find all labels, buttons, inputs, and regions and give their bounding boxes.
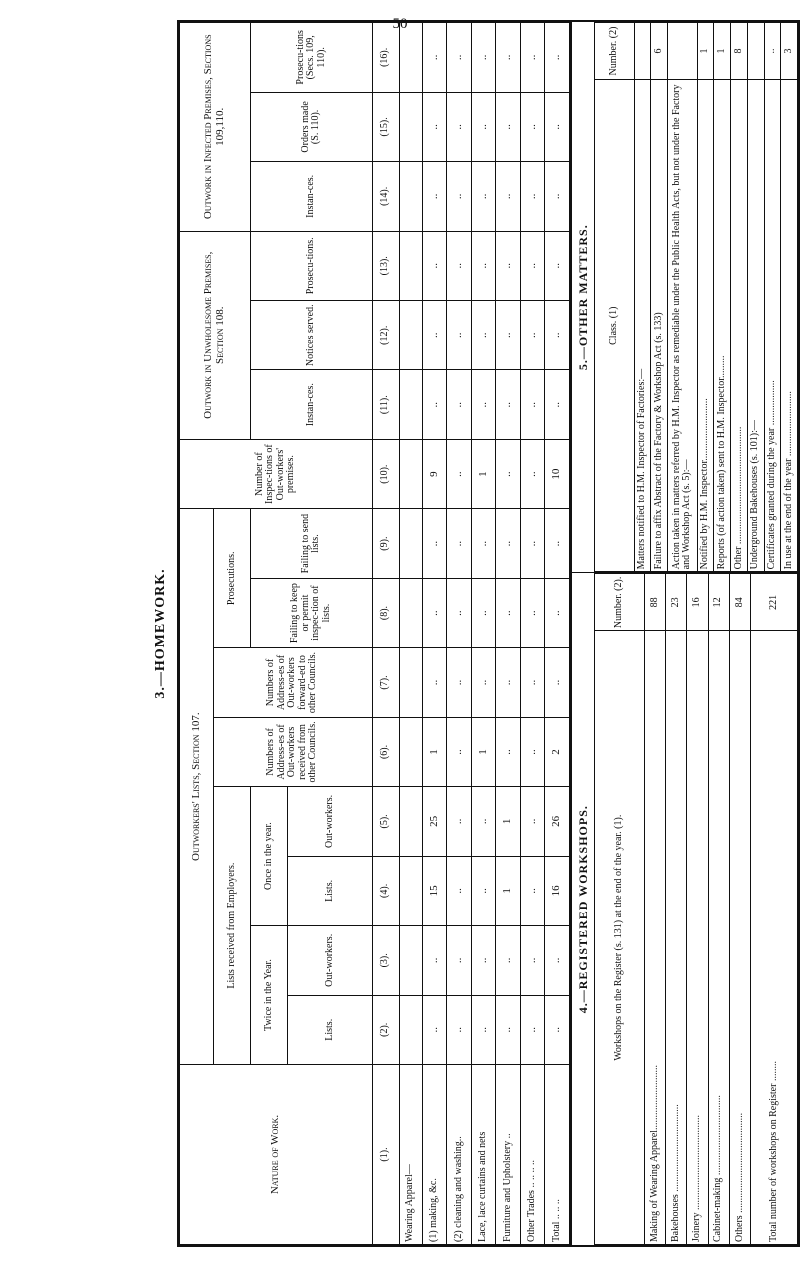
table-cell: [399, 162, 422, 231]
matter-value: 1: [697, 23, 714, 80]
header-addresses-forwarded: Numbers of Address-es of Out-workers forward-ed to other Councils.: [213, 648, 372, 717]
registered-workshops-title: 4.—REGISTERED WORKSHOPS.: [576, 805, 590, 1014]
header-lists-2: Lists.: [288, 995, 372, 1064]
workshop-value: 84: [729, 574, 750, 631]
col-number: (14).: [372, 162, 399, 231]
workshop-value: 23: [666, 574, 687, 631]
table-cell: [399, 439, 422, 508]
header-unwholesome: Outwork in Unwholesome Premises, Section 108.: [180, 231, 251, 439]
table-cell: ..: [496, 92, 521, 161]
table-cell: ..: [471, 578, 496, 647]
table-cell: [399, 370, 422, 439]
list-item: [634, 23, 651, 572]
table-cell: ..: [471, 231, 496, 300]
table-cell: ..: [447, 787, 472, 856]
table-cell: 1: [496, 856, 521, 925]
table-cell: [399, 926, 422, 995]
list-item: [668, 23, 698, 572]
table-cell: ..: [545, 995, 570, 1064]
list-item: [731, 23, 748, 572]
table-cell: ..: [471, 856, 496, 925]
col-number: (2).: [372, 995, 399, 1064]
workshop-label: Bakehouses ...................................: [666, 631, 687, 1245]
table-cell: ..: [496, 995, 521, 1064]
table-cell: [399, 509, 422, 578]
table-cell: ..: [520, 926, 545, 995]
nature-of-work: Lace, lace curtains and nets: [471, 1065, 496, 1245]
table-row: [520, 23, 545, 1245]
table-cell: ..: [520, 787, 545, 856]
list-item: [697, 23, 714, 572]
column-number-row: [372, 23, 399, 1245]
table-cell: ..: [520, 162, 545, 231]
matter-label: Reports (of action taken) sent to H.M. Inspector.........: [714, 80, 731, 572]
section-title: 3.—HOMEWORK.: [153, 568, 168, 699]
table-row: [545, 23, 570, 1245]
other-matters: [572, 22, 798, 572]
table-cell: ..: [422, 926, 447, 995]
table-cell: ..: [447, 162, 472, 231]
header-outworkers-5: Out-workers.: [288, 787, 372, 856]
table-cell: ..: [496, 926, 521, 995]
matter-value: [668, 23, 698, 80]
table-cell: 25: [422, 787, 447, 856]
table-cell: [399, 717, 422, 786]
table-cell: ..: [545, 23, 570, 93]
table-cell: 16: [545, 856, 570, 925]
table-cell: ..: [471, 926, 496, 995]
table-cell: 1: [422, 717, 447, 786]
matter-label: Matters notified to H.M. Inspector of Factories:—: [634, 80, 651, 572]
table-cell: ..: [545, 926, 570, 995]
workshop-label: Joinery ......................................: [687, 631, 708, 1245]
matters-col2-header: Number. (2): [595, 23, 635, 80]
header-outworkers-lists: Outworkers' Lists, Section 107.: [180, 509, 214, 1065]
table-cell: ..: [471, 787, 496, 856]
table-cell: [399, 92, 422, 161]
header-inspections: Number of Inspec-tions of Out-workers' premises.: [180, 439, 373, 508]
header-addresses-received: Numbers of Address-es of Out-workers received from other Councils.: [213, 717, 372, 786]
table-cell: 1: [471, 717, 496, 786]
table-cell: ..: [447, 301, 472, 370]
workshop-rows: [645, 574, 751, 1245]
table-cell: ..: [471, 995, 496, 1064]
matter-value: [634, 23, 651, 80]
workshop-value: 88: [645, 574, 666, 631]
table-cell: ..: [545, 301, 570, 370]
table-cell: ..: [422, 648, 447, 717]
table-cell: ..: [496, 370, 521, 439]
list-item: [708, 574, 729, 1245]
table-cell: ..: [471, 648, 496, 717]
bottom-section: [572, 20, 800, 1247]
col-number: (3).: [372, 926, 399, 995]
table-row: [447, 23, 472, 1245]
table-row: [471, 23, 496, 1245]
table-row: [496, 23, 521, 1245]
list-item: [687, 574, 708, 1245]
data-rows: [399, 23, 569, 1245]
workshops-col2-header: Number. (2).: [595, 574, 645, 631]
table-cell: ..: [545, 92, 570, 161]
table-cell: ..: [471, 370, 496, 439]
col-number: (4).: [372, 856, 399, 925]
table-cell: ..: [520, 509, 545, 578]
header-outworkers-3: Out-workers.: [288, 926, 372, 995]
table-cell: ..: [496, 162, 521, 231]
table-cell: [399, 856, 422, 925]
table-cell: ..: [447, 717, 472, 786]
table-cell: ..: [520, 856, 545, 925]
table-cell: ..: [496, 301, 521, 370]
header-prosecutions-16: Prosecu-tions (Secs. 109, 110).: [250, 23, 372, 93]
header-failing-send: Failing to send lists.: [250, 509, 372, 578]
table-cell: ..: [422, 162, 447, 231]
header-instances-14: Instan-ces.: [250, 162, 372, 231]
table-cell: ..: [520, 370, 545, 439]
matter-value: 6: [651, 23, 668, 80]
table-cell: ..: [545, 162, 570, 231]
nature-of-work: Wearing Apparel—: [399, 1065, 422, 1245]
table-cell: ..: [447, 231, 472, 300]
list-item: [729, 574, 750, 1245]
matter-value: 1: [714, 23, 731, 80]
list-item: [651, 23, 668, 572]
table-cell: 26: [545, 787, 570, 856]
table-cell: ..: [545, 578, 570, 647]
col-number: (5).: [372, 787, 399, 856]
col-number: (7).: [372, 648, 399, 717]
header-infected: Outwork in Infected Premises, Sections 109,110.: [180, 23, 251, 232]
matter-label: In use at the end of the year ..........................: [781, 80, 798, 572]
header-notices-12: Notices served.: [250, 301, 372, 370]
table-cell: ..: [520, 92, 545, 161]
matter-label: Failure to affix Abstract of the Factory & Workshop Act (s. 133): [651, 80, 668, 572]
header-once: Once in the year.: [250, 787, 287, 926]
col-number: (10).: [372, 439, 399, 508]
table-cell: ..: [422, 509, 447, 578]
workshop-value: 16: [687, 574, 708, 631]
table-cell: ..: [545, 370, 570, 439]
matter-label: Underground Bakehouses (s. 101):—: [747, 80, 764, 572]
table-cell: 1: [496, 787, 521, 856]
homework-table: [179, 22, 570, 1245]
table-cell: [399, 578, 422, 647]
col-number: (13).: [372, 231, 399, 300]
workshop-value: 12: [708, 574, 729, 631]
table-cell: ..: [422, 23, 447, 93]
table-cell: ..: [520, 439, 545, 508]
col-number: (6).: [372, 717, 399, 786]
table-cell: ..: [422, 231, 447, 300]
table-cell: ..: [471, 509, 496, 578]
table-cell: ..: [447, 509, 472, 578]
table-cell: 1: [471, 439, 496, 508]
table-cell: ..: [520, 648, 545, 717]
header-instances-11: Instan-ces.: [250, 370, 372, 439]
col-number: (1).: [372, 1065, 399, 1245]
nature-of-work: Total .. .. ..: [545, 1065, 570, 1245]
table-cell: ..: [447, 92, 472, 161]
workshop-label: Making of Wearing Apparel..........................: [645, 631, 666, 1245]
table-cell: [399, 23, 422, 93]
table-cell: ..: [520, 717, 545, 786]
table-cell: [399, 995, 422, 1064]
matter-label: Certificates granted during the year ..................: [764, 80, 781, 572]
table-cell: ..: [545, 648, 570, 717]
matter-label: Notified by H.M. Inspector.........................: [697, 80, 714, 572]
col-number: (12).: [372, 301, 399, 370]
table-cell: ..: [496, 509, 521, 578]
table-cell: ..: [471, 92, 496, 161]
table-cell: ..: [447, 578, 472, 647]
table-cell: ..: [496, 717, 521, 786]
table-cell: ..: [496, 231, 521, 300]
matter-value: 3: [781, 23, 798, 80]
header-failing-keep: Failing to keep or permit inspec-tion of lists.: [250, 578, 372, 647]
col-number: (8).: [372, 578, 399, 647]
table-cell: ..: [447, 370, 472, 439]
workshop-label: Others ........................................: [729, 631, 750, 1245]
matter-value: 8: [731, 23, 748, 80]
table-cell: ..: [520, 301, 545, 370]
table-cell: ..: [447, 926, 472, 995]
table-cell: 9: [422, 439, 447, 508]
header-twice: Twice in the Year.: [250, 926, 287, 1065]
workshops-total-label: Total number of workshops on Register ........: [750, 631, 797, 1245]
header-prosecutions: Prosecutions.: [213, 509, 250, 648]
table-cell: ..: [422, 92, 447, 161]
table-cell: [399, 787, 422, 856]
table-cell: ..: [496, 23, 521, 93]
header-lists-received: Lists received from Employers.: [213, 787, 250, 1065]
table-cell: 10: [545, 439, 570, 508]
table-cell: ..: [447, 648, 472, 717]
workshops-col1-header: Workshops on the Register (s. 131) at the end of the year. (1).: [595, 631, 645, 1245]
table-cell: ..: [422, 578, 447, 647]
rotated-page-content: [155, 0, 800, 1267]
table-cell: ..: [545, 509, 570, 578]
matter-label: Other ...............................................: [731, 80, 748, 572]
list-item: [714, 23, 731, 572]
nature-of-work: Other Trades .. .. .. ..: [520, 1065, 545, 1245]
table-cell: ..: [471, 23, 496, 93]
matter-rows: [634, 23, 797, 572]
list-item: [666, 574, 687, 1245]
table-cell: ..: [447, 23, 472, 93]
table-row: [399, 23, 422, 1245]
table-cell: ..: [447, 856, 472, 925]
table-row: [422, 23, 447, 1245]
homework-table-box: [177, 20, 572, 1247]
table-cell: ..: [496, 439, 521, 508]
table-cell: [399, 231, 422, 300]
table-cell: ..: [447, 439, 472, 508]
matter-value: ..: [764, 23, 781, 80]
table-cell: ..: [471, 301, 496, 370]
matters-col1-header: Class. (1): [595, 80, 635, 572]
col-number: (11).: [372, 370, 399, 439]
nature-of-work: Furniture and Upholstery ..: [496, 1065, 521, 1245]
list-item: [764, 23, 781, 572]
table-cell: ..: [520, 231, 545, 300]
header-prosecutions-13: Prosecu-tions.: [250, 231, 372, 300]
table-cell: ..: [447, 995, 472, 1064]
table-cell: ..: [545, 231, 570, 300]
table-cell: [399, 648, 422, 717]
other-matters-table: [594, 22, 798, 572]
table-cell: 2: [545, 717, 570, 786]
registered-workshops-table: [594, 573, 798, 1245]
matter-label: Action taken in matters referred by H.M. Inspector as remediable under the Public Health Acts, but not under the Factory and Workshop Act (s. 5):—: [668, 80, 698, 572]
col-number: (9).: [372, 509, 399, 578]
other-matters-title: 5.—OTHER MATTERS.: [576, 224, 590, 371]
list-item: [781, 23, 798, 572]
workshop-label: Cabinet-making ................................: [708, 631, 729, 1245]
table-cell: ..: [496, 578, 521, 647]
table-cell: ..: [520, 578, 545, 647]
table-cell: ..: [520, 23, 545, 93]
workshops-total-value: 221: [750, 574, 797, 631]
registered-workshops: [572, 572, 798, 1245]
list-item: [747, 23, 764, 572]
col-number: (16).: [372, 23, 399, 93]
header-orders-15: Orders made (S. 110).: [250, 92, 372, 161]
table-cell: ..: [422, 370, 447, 439]
table-cell: 15: [422, 856, 447, 925]
table-cell: ..: [471, 162, 496, 231]
page-number: 50: [392, 16, 408, 32]
matter-value: [747, 23, 764, 80]
table-cell: ..: [422, 995, 447, 1064]
table-cell: [399, 301, 422, 370]
table-cell: ..: [520, 995, 545, 1064]
nature-of-work: (1) making, &c.: [422, 1065, 447, 1245]
nature-of-work: (2) cleaning and washing..: [447, 1065, 472, 1245]
header-nature: Nature of Work.: [180, 1065, 373, 1245]
list-item: [645, 574, 666, 1245]
table-cell: ..: [496, 648, 521, 717]
col-number: (15).: [372, 92, 399, 161]
table-cell: ..: [422, 301, 447, 370]
header-lists-4: Lists.: [288, 856, 372, 925]
